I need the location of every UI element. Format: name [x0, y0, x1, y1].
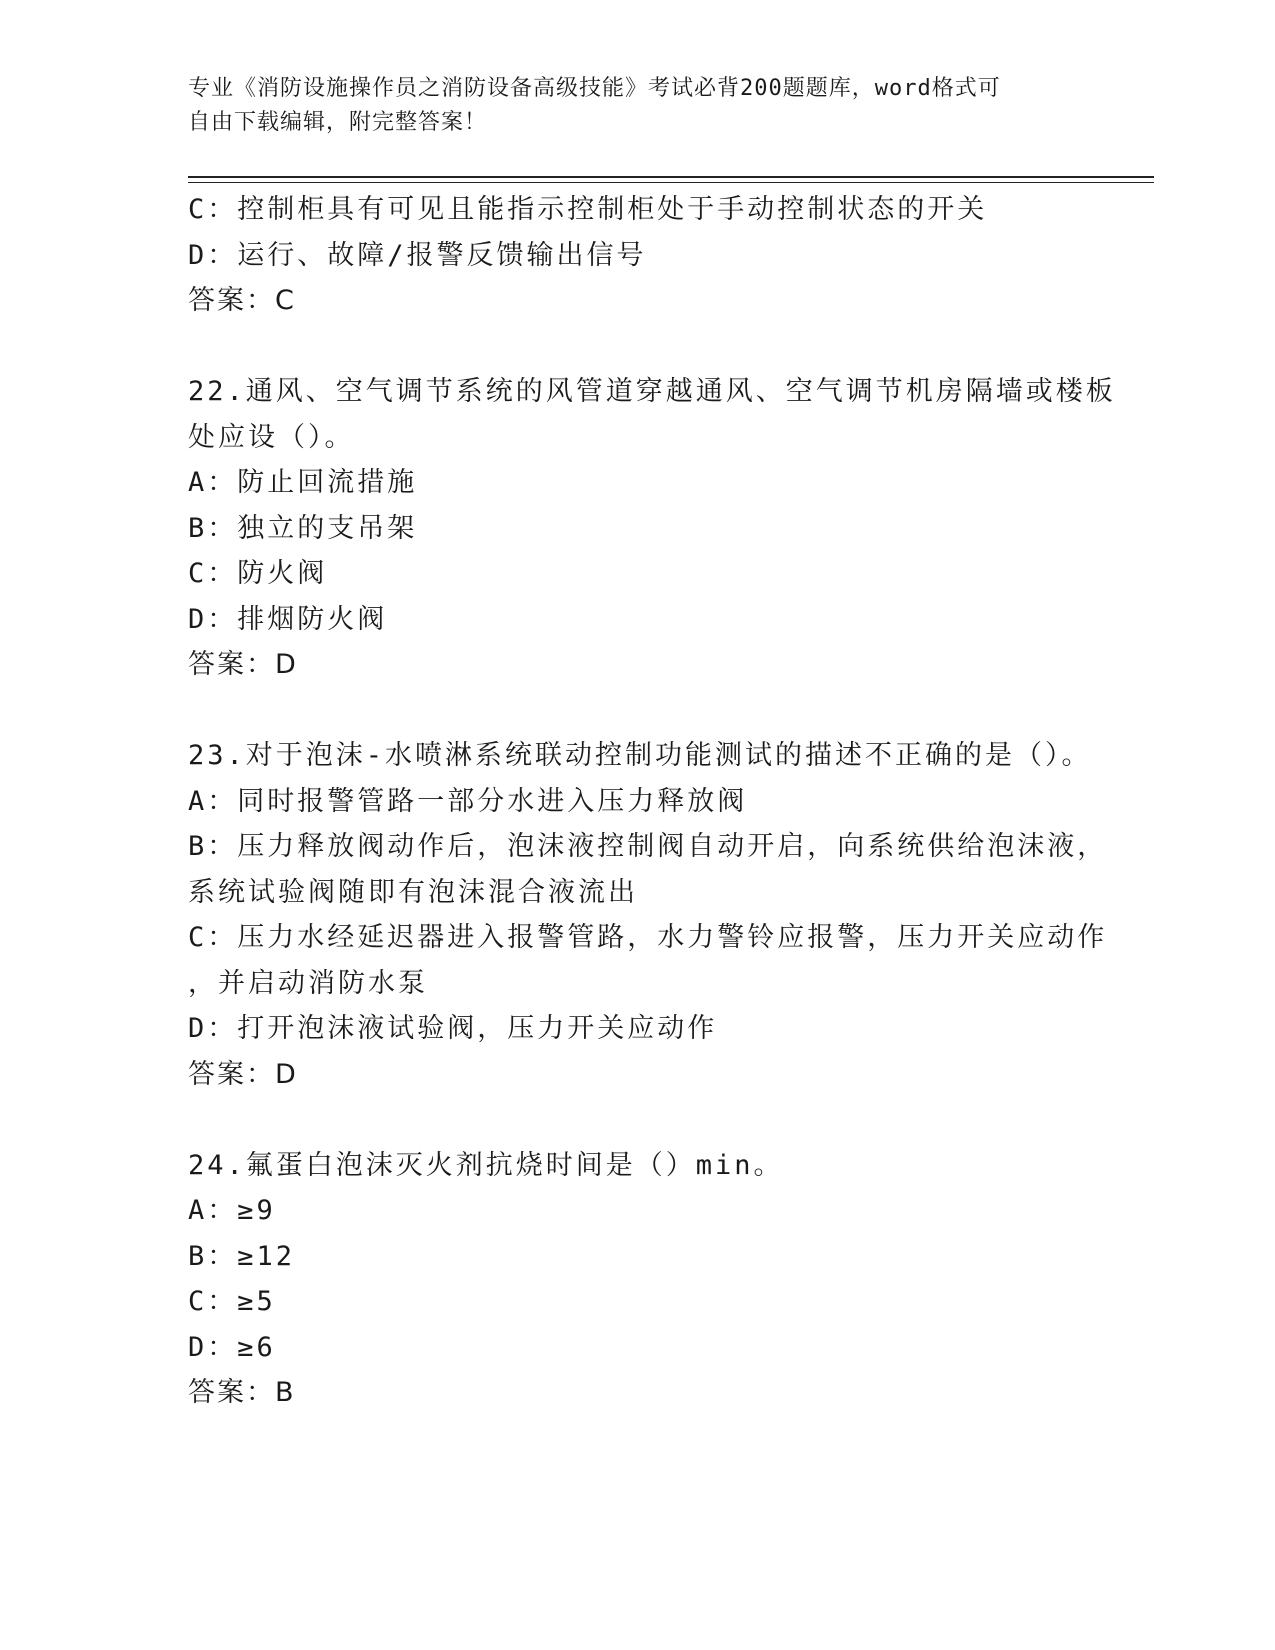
- question-21-continued: [188, 187, 1088, 324]
- spacer: [188, 1097, 1088, 1143]
- header-line: 专业《消防设施操作员之消防设备高级技能》考试必背200题题库，word格式可: [188, 76, 1001, 101]
- question-stem: 24.氟蛋白泡沫灭火剂抗烧时间是（）min。: [188, 1149, 784, 1181]
- answer-line: 答案：B: [188, 1377, 296, 1408]
- option-d: D：排烟防火阀: [188, 603, 388, 635]
- option-a: A：同时报警管路一部分水进入压力释放阀: [188, 785, 748, 817]
- option-c: C：防火阀: [188, 558, 328, 589]
- option-b: B：压力释放阀动作后，泡沫液控制阀自动开启，向系统供给泡沫液，: [188, 831, 1108, 862]
- spacer: [188, 688, 1088, 734]
- header-line: 自由下载编辑，附完整答案！: [188, 110, 488, 135]
- document-body: [188, 187, 1116, 1416]
- question-stem: 23.对于泡沫-水喷淋系统联动控制功能测试的描述不正确的是（）。: [188, 740, 1092, 771]
- option-b: B：独立的支吊架: [188, 512, 418, 544]
- header-rule-thick: [188, 176, 1154, 178]
- question-24: [188, 1143, 1088, 1416]
- option-b: B：≥12: [188, 1240, 296, 1272]
- option-b-continued: 系统试验阀随即有泡沫混合液流出: [188, 876, 638, 908]
- answer-line: 答案：D: [188, 649, 298, 680]
- answer-line: 答案：D: [188, 1058, 298, 1090]
- option-c: C：控制柜具有可见且能指示控制柜处于手动控制状态的开关: [188, 194, 988, 225]
- question-stem: 处应设（）。: [188, 421, 355, 453]
- answer-line: 答案：C: [188, 285, 296, 316]
- option-d: D：打开泡沫液试验阀，压力开关应动作: [188, 1013, 718, 1044]
- option-d: D：≥6: [188, 1331, 276, 1363]
- option-d: D：运行、故障/报警反馈输出信号: [188, 239, 647, 271]
- option-c: C：压力水经延迟器进入报警管路，水力警铃应报警，压力开关应动作: [188, 922, 1108, 953]
- option-a: A：≥9: [188, 1195, 276, 1226]
- question-23: [188, 733, 1108, 1097]
- option-c-continued: ，并启动消防水泵: [188, 967, 428, 999]
- option-a: A：防止回流措施: [188, 467, 418, 498]
- spacer: [188, 324, 1088, 370]
- question-stem: 22.通风、空气调节系统的风管道穿越通风、空气调节机房隔墙或楼板: [188, 376, 1116, 407]
- document-header: [188, 72, 1088, 140]
- header-rule-thin: [188, 182, 1154, 183]
- option-c: C：≥5: [188, 1286, 276, 1317]
- question-22: [188, 369, 1116, 688]
